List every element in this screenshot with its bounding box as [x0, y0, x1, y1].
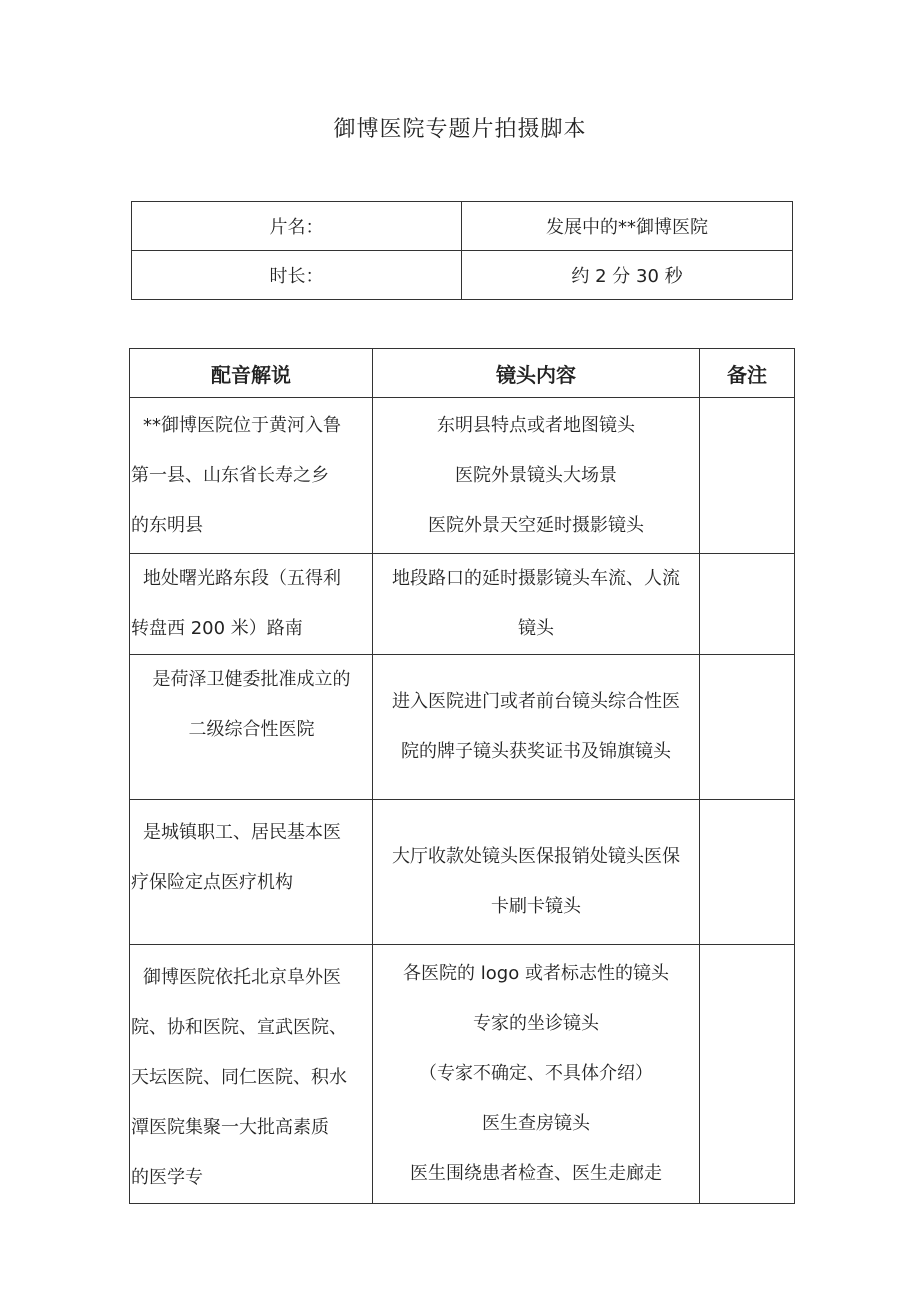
narration-cell [130, 655, 373, 800]
narration-cell [130, 800, 373, 945]
script-table [129, 348, 795, 1204]
header-notes: 备注 [700, 349, 795, 398]
narration-cell [130, 398, 373, 554]
narration-line: 院、协和医院、宣武医院、 [131, 1017, 347, 1038]
info-table [131, 201, 793, 300]
table-row [130, 554, 795, 655]
table-row [130, 655, 795, 800]
info-row-name [132, 202, 793, 251]
narration-line: 的东明县 [131, 514, 203, 536]
name-label: 片名： [132, 202, 462, 251]
shot-line: 镜头 [518, 618, 554, 639]
shot-line: 医院外景天空延时摄影镜头 [428, 514, 644, 536]
shot-cell [373, 554, 700, 655]
shot-line: （专家不确定、不具体介绍） [419, 1063, 653, 1084]
narration-line: **御博医院位于黄河入鲁 [143, 414, 341, 436]
name-value: 发展中的**御博医院 [462, 202, 793, 251]
notes-cell [700, 398, 795, 554]
shot-line: 各医院的 logo 或者标志性的镜头 [403, 963, 669, 984]
narration-line: 是城镇职工、居民基本医 [143, 822, 341, 843]
shot-line: 东明县特点或者地图镜头 [437, 414, 635, 436]
narration-line: 天坛医院、同仁医院、积水 [131, 1067, 347, 1088]
shot-cell [373, 398, 700, 554]
document-title: 御博医院专题片拍摄脚本 [333, 117, 587, 142]
narration-line: 转盘西 200 米）路南 [131, 618, 303, 639]
shot-cell [373, 800, 700, 945]
table-row [130, 398, 795, 554]
notes-cell [700, 554, 795, 655]
narration-cell [130, 945, 373, 1204]
header-shots: 镜头内容 [373, 349, 700, 398]
narration-line: 的医学专 [131, 1167, 203, 1188]
narration-line: 潭医院集聚一大批高素质 [131, 1117, 329, 1138]
shot-cell [373, 945, 700, 1204]
table-row [130, 945, 795, 1204]
shot-line: 进入医院进门或者前台镜头综合性医 [392, 691, 680, 712]
table-row [130, 800, 795, 945]
narration-line: 二级综合性医院 [188, 719, 315, 740]
shot-line: 地段路口的延时摄影镜头车流、人流 [392, 568, 680, 589]
notes-cell [700, 655, 795, 800]
shot-line: 医生围绕患者检查、医生走廊走 [410, 1163, 662, 1184]
notes-cell [700, 800, 795, 945]
duration-value: 约 2 分 30 秒 [462, 251, 793, 300]
shot-cell [373, 655, 700, 800]
narration-line: 地处曙光路东段（五得利 [143, 568, 341, 589]
shot-line: 院的牌子镜头获奖证书及锦旗镜头 [401, 741, 671, 762]
shot-line: 大厅收款处镜头医保报销处镜头医保 [392, 846, 680, 867]
narration-line: 疗保险定点医疗机构 [131, 872, 293, 893]
shot-line: 医生查房镜头 [482, 1113, 590, 1134]
info-row-duration [132, 251, 793, 300]
header-narration: 配音解说 [130, 349, 373, 398]
header-row [130, 349, 795, 398]
narration-cell [130, 554, 373, 655]
shot-line: 卡刷卡镜头 [491, 896, 581, 917]
shot-line: 专家的坐诊镜头 [473, 1013, 599, 1034]
notes-cell [700, 945, 795, 1204]
narration-line: 是荷泽卫健委批准成立的 [152, 669, 351, 690]
narration-line: 御博医院依托北京阜外医 [143, 967, 341, 988]
shot-line: 医院外景镜头大场景 [455, 464, 617, 486]
duration-label: 时长： [132, 251, 462, 300]
narration-line: 第一县、山东省长寿之乡 [131, 464, 329, 486]
